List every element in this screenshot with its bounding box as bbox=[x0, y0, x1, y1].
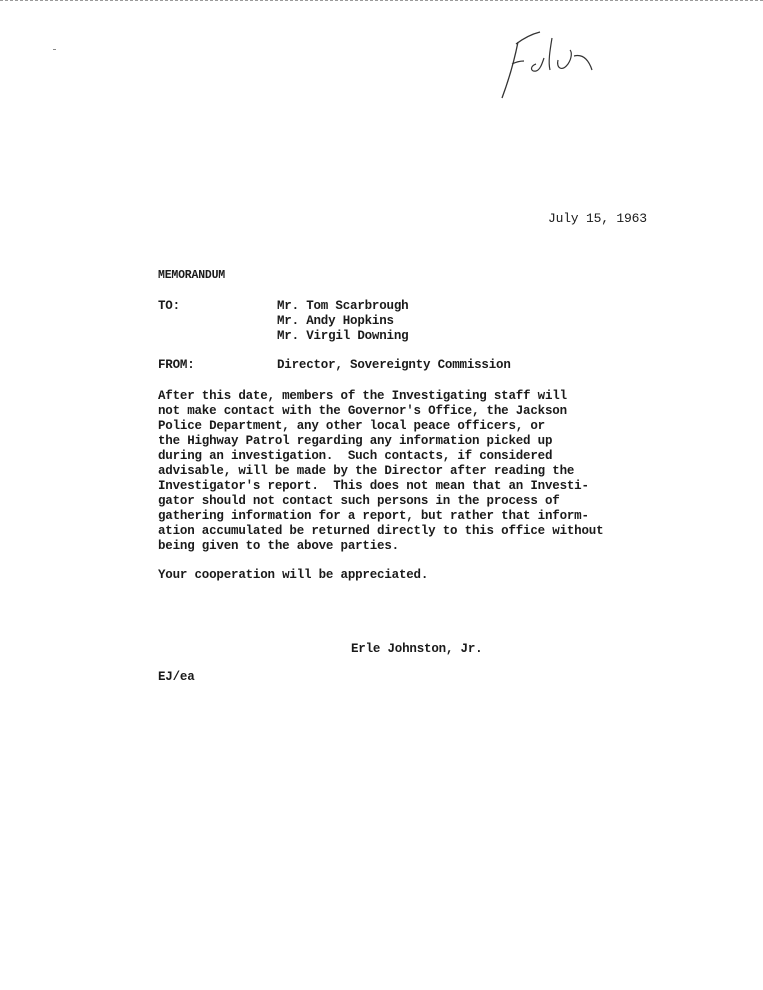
signature-name: Erle Johnston, Jr. bbox=[351, 642, 483, 656]
handwritten-files-notation bbox=[496, 24, 608, 104]
from-label: FROM: bbox=[158, 358, 195, 372]
body-line: gathering information for a report, but rather that inform- bbox=[158, 509, 589, 523]
recipient: Mr. Virgil Downing bbox=[277, 329, 409, 343]
typist-initials: EJ/ea bbox=[158, 670, 195, 684]
body-line: Police Department, any other local peace officers, or bbox=[158, 419, 545, 433]
body-line: advisable, will be made by the Director after reading the bbox=[158, 464, 575, 478]
body-line: Investigator's report. This does not mean that an Investi- bbox=[158, 479, 589, 493]
body-line: being given to the above parties. bbox=[158, 539, 399, 553]
memo-date: July 15, 1963 bbox=[548, 211, 647, 226]
body-line: the Highway Patrol regarding any information picked up bbox=[158, 434, 553, 448]
scan-speck bbox=[53, 49, 56, 50]
from-value: Director, Sovereignty Commission bbox=[277, 358, 511, 372]
body-line: After this date, members of the Investigating staff will bbox=[158, 389, 567, 403]
closing-line: Your cooperation will be appreciated. bbox=[158, 568, 429, 582]
memo-heading: MEMORANDUM bbox=[158, 269, 226, 282]
body-line: not make contact with the Governor's Office, the Jackson bbox=[158, 404, 567, 418]
body-line: ation accumulated be returned directly to this office without bbox=[158, 524, 604, 538]
body-line: during an investigation. Such contacts, if considered bbox=[158, 449, 553, 463]
recipient: Mr. Andy Hopkins bbox=[277, 314, 394, 328]
page-top-border bbox=[0, 0, 763, 1]
to-label: TO: bbox=[158, 299, 180, 313]
recipient: Mr. Tom Scarbrough bbox=[277, 299, 409, 313]
body-line: gator should not contact such persons in the process of bbox=[158, 494, 560, 508]
